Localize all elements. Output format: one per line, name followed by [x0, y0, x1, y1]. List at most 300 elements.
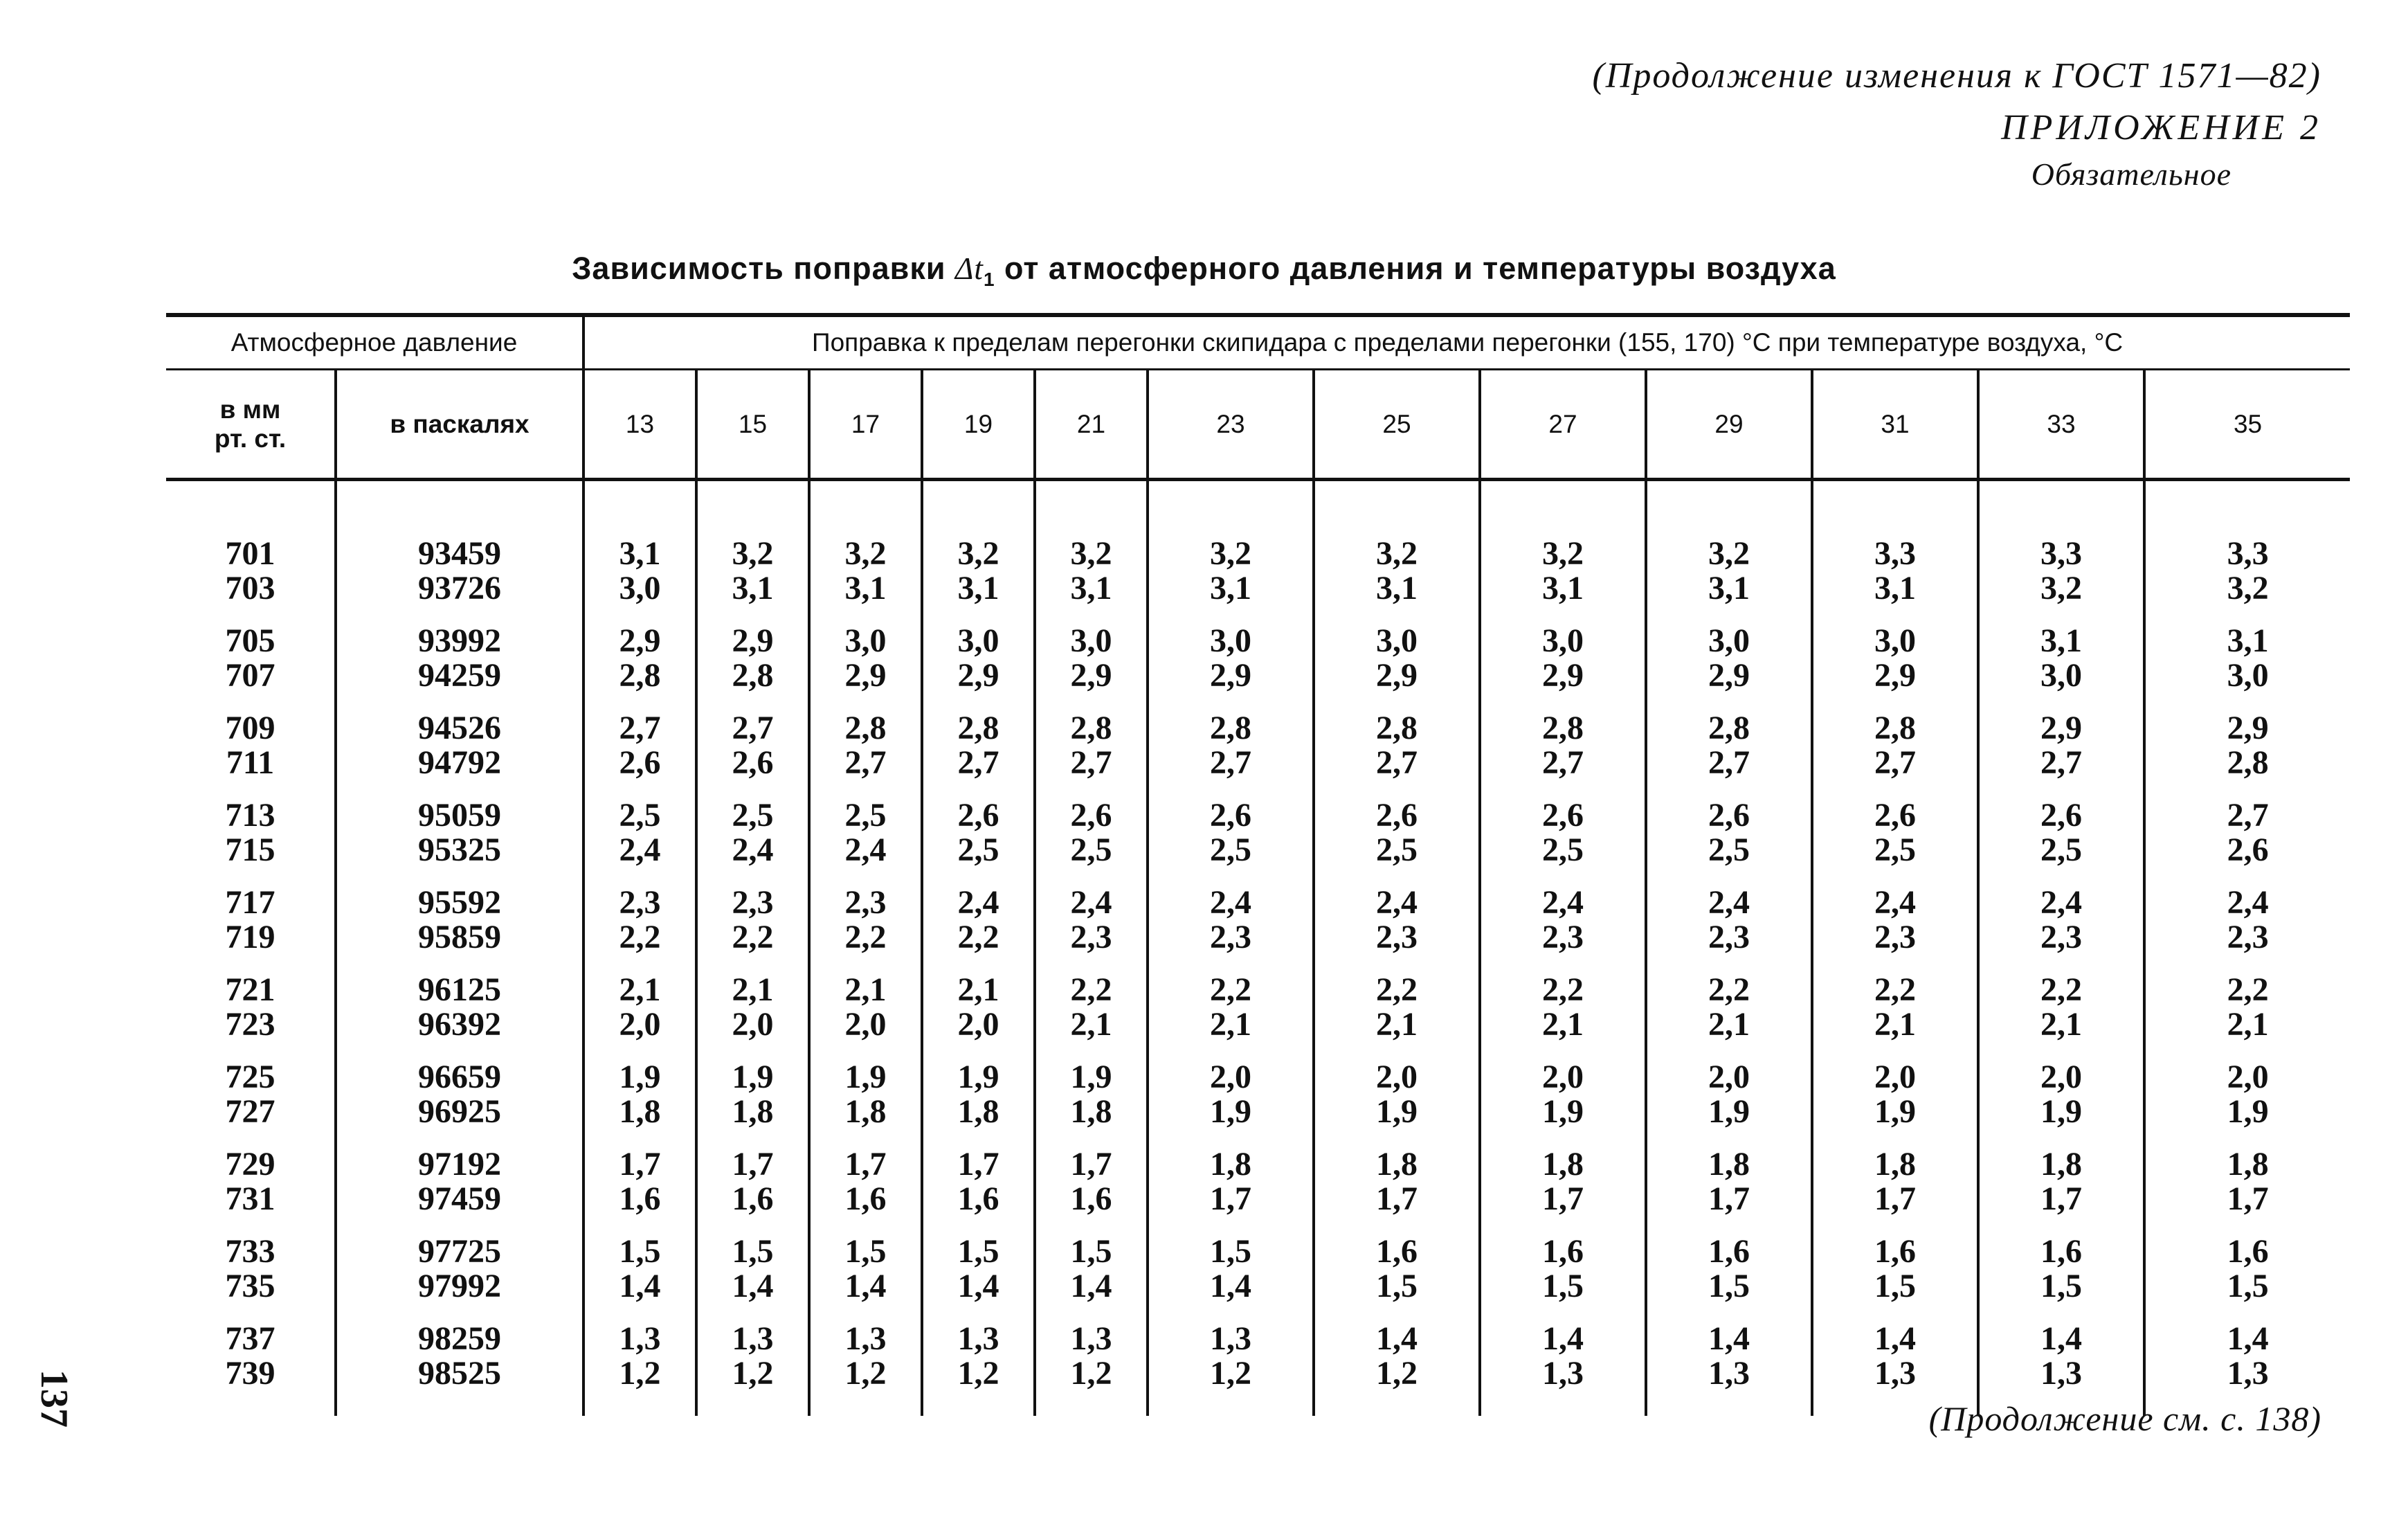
cell-value: 1,6 [1070, 1180, 1112, 1217]
table-row [166, 1060, 2350, 1147]
cell-value: 729 [225, 1146, 275, 1183]
cell-correction [809, 886, 922, 973]
cell-mm [166, 1060, 336, 1147]
cell-value: 701 [225, 535, 275, 572]
cell-value: 1,8 [2040, 1146, 2082, 1183]
cell-value: 2,1 [1376, 1006, 1418, 1043]
cell-value: 2,4 [2040, 884, 2082, 921]
cell-value: 2,1 [2040, 1006, 2082, 1043]
cell-value: 1,5 [1070, 1233, 1112, 1270]
cell-value: 1,7 [1542, 1180, 1584, 1217]
cell-correction [1646, 1147, 1812, 1234]
cell-value: 96125 [418, 971, 501, 1008]
cell-value: 2,1 [1070, 1006, 1112, 1043]
cell-value: 1,6 [957, 1180, 999, 1217]
cell-value: 1,4 [619, 1268, 661, 1304]
cell-value: 2,1 [1210, 1006, 1251, 1043]
cell-value: 2,3 [1542, 919, 1584, 955]
group-header-pressure: Атмосферное давление [166, 315, 583, 370]
col-header-temp: 29 [1646, 370, 1812, 480]
cell-value: 1,9 [957, 1059, 999, 1095]
cell-value: 3,0 [1070, 622, 1112, 659]
cell-value: 2,0 [2227, 1059, 2269, 1095]
cell-correction [922, 973, 1035, 1060]
cell-value: 2,5 [1070, 832, 1112, 868]
cell-value: 731 [225, 1180, 275, 1217]
cell-correction [1646, 1234, 1812, 1322]
cell-correction [1314, 798, 1480, 886]
cell-mm [166, 1147, 336, 1234]
cell-value: 2,2 [1070, 971, 1112, 1008]
table-row [166, 480, 2350, 624]
cell-value: 3,1 [1708, 570, 1750, 606]
cell-value: 721 [225, 971, 275, 1008]
cell-value: 96925 [418, 1093, 501, 1130]
cell-value: 94792 [418, 744, 501, 781]
cell-value: 2,2 [1542, 971, 1584, 1008]
continuation-header: (Продолжение изменения к ГОСТ 1571—82) [1592, 56, 2321, 96]
cell-value: 3,1 [1070, 570, 1112, 606]
cell-correction [1480, 1060, 1646, 1147]
cell-value: 3,3 [2040, 535, 2082, 572]
cell-value: 1,3 [1210, 1320, 1251, 1357]
cell-correction [1480, 711, 1646, 798]
cell-correction [2144, 1234, 2350, 1322]
cell-value: 2,9 [1874, 657, 1916, 694]
cell-value: 2,8 [844, 710, 887, 746]
cell-correction [1314, 1322, 1480, 1416]
cell-correction [2144, 480, 2350, 624]
cell-value: 2,7 [619, 710, 661, 746]
cell-value: 1,6 [732, 1180, 774, 1217]
cell-mm [166, 1234, 336, 1322]
cell-value: 3,0 [619, 570, 661, 606]
cell-value: 2,4 [619, 832, 661, 868]
cell-value: 1,2 [957, 1355, 999, 1392]
cell-value: 2,9 [1376, 657, 1418, 694]
cell-value: 2,0 [2040, 1059, 2082, 1095]
col-header-pa: в паскалях [336, 370, 583, 480]
cell-value: 1,3 [1874, 1355, 1916, 1392]
cell-value: 94526 [418, 710, 501, 746]
col-header-temp: 25 [1314, 370, 1480, 480]
cell-mm [166, 624, 336, 711]
cell-correction [696, 711, 809, 798]
cell-value: 3,2 [1210, 535, 1251, 572]
cell-correction [583, 624, 696, 711]
cell-value: 2,1 [619, 971, 661, 1008]
cell-correction [696, 973, 809, 1060]
cell-correction [1646, 886, 1812, 973]
cell-value: 1,3 [1070, 1320, 1112, 1357]
title-prefix: Зависимость поправки [572, 251, 956, 286]
cell-value: 2,9 [732, 622, 774, 659]
page-number: 137 [33, 1369, 75, 1428]
cell-value: 1,5 [1376, 1268, 1418, 1304]
cell-value: 2,3 [2040, 919, 2082, 955]
cell-value: 2,7 [844, 744, 887, 781]
cell-value: 1,5 [1708, 1268, 1750, 1304]
cell-value: 2,6 [1210, 797, 1251, 834]
cell-value: 1,5 [732, 1233, 774, 1270]
cell-value: 3,0 [2040, 657, 2082, 694]
cell-value: 2,8 [1376, 710, 1418, 746]
cell-correction [1812, 624, 1978, 711]
cell-value: 3,1 [844, 570, 887, 606]
cell-correction [1978, 624, 2144, 711]
cell-value: 1,8 [1376, 1146, 1418, 1183]
cell-value: 3,3 [1874, 535, 1916, 572]
cell-value: 3,2 [1376, 535, 1418, 572]
cell-correction [1148, 973, 1314, 1060]
cell-value: 1,6 [1874, 1233, 1916, 1270]
cell-value: 2,5 [619, 797, 661, 834]
cell-correction [1035, 798, 1148, 886]
cell-value: 3,1 [732, 570, 774, 606]
appendix-status: Обязательное [2031, 156, 2232, 192]
cell-correction [583, 798, 696, 886]
cell-value: 97725 [418, 1233, 501, 1270]
cell-value: 1,9 [1874, 1093, 1916, 1130]
cell-value: 2,3 [619, 884, 661, 921]
cell-correction [1314, 480, 1480, 624]
cell-value: 1,7 [1210, 1180, 1251, 1217]
col-header-temp: 19 [922, 370, 1035, 480]
cell-value: 2,1 [1874, 1006, 1916, 1043]
cell-correction [1646, 1060, 1812, 1147]
cell-value: 2,8 [1708, 710, 1750, 746]
cell-value: 2,6 [732, 744, 774, 781]
cell-value: 1,5 [2227, 1268, 2269, 1304]
cell-correction [1148, 1147, 1314, 1234]
cell-correction [922, 624, 1035, 711]
cell-pa [336, 624, 583, 711]
cell-value: 2,3 [732, 884, 774, 921]
cell-value: 735 [225, 1268, 275, 1304]
cell-correction [1035, 480, 1148, 624]
cell-value: 1,5 [1210, 1233, 1251, 1270]
cell-value: 1,3 [957, 1320, 999, 1357]
cell-value: 2,6 [2227, 832, 2269, 868]
cell-correction [809, 711, 922, 798]
cell-correction [922, 711, 1035, 798]
cell-value: 2,2 [1376, 971, 1418, 1008]
cell-correction [583, 1060, 696, 1147]
cell-value: 2,6 [1708, 797, 1750, 834]
cell-value: 2,5 [1708, 832, 1750, 868]
cell-value: 3,3 [2227, 535, 2269, 572]
cell-mm [166, 973, 336, 1060]
cell-value: 1,4 [2227, 1320, 2269, 1357]
cell-value: 1,7 [957, 1146, 999, 1183]
cell-value: 2,1 [1542, 1006, 1584, 1043]
cell-value: 93726 [418, 570, 501, 606]
cell-value: 2,9 [1070, 657, 1112, 694]
cell-correction [1314, 711, 1480, 798]
cell-value: 1,5 [1542, 1268, 1584, 1304]
col-header-mm-label: в мм рт. ст. [214, 395, 287, 453]
cell-value: 727 [225, 1093, 275, 1130]
cell-value: 3,1 [1542, 570, 1584, 606]
cell-correction [583, 1234, 696, 1322]
cell-value: 2,5 [957, 832, 999, 868]
cell-correction [2144, 711, 2350, 798]
cell-value: 1,7 [2227, 1180, 2269, 1217]
cell-value: 2,8 [957, 710, 999, 746]
cell-value: 3,0 [1210, 622, 1251, 659]
cell-value: 97992 [418, 1268, 501, 1304]
cell-value: 98259 [418, 1320, 501, 1357]
cell-value: 3,1 [2040, 622, 2082, 659]
cell-correction [1978, 480, 2144, 624]
cell-value: 2,3 [844, 884, 887, 921]
cell-value: 1,7 [1874, 1180, 1916, 1217]
cell-value: 1,8 [957, 1093, 999, 1130]
cell-value: 2,8 [2227, 744, 2269, 781]
cell-correction [1480, 886, 1646, 973]
cell-value: 713 [225, 797, 275, 834]
cell-value: 3,1 [619, 535, 661, 572]
cell-value: 2,5 [844, 797, 887, 834]
col-header-mm [166, 370, 336, 480]
col-header-temp: 17 [809, 370, 922, 480]
cell-correction [1314, 1234, 1480, 1322]
cell-value: 2,4 [2227, 884, 2269, 921]
cell-correction [1480, 798, 1646, 886]
cell-value: 2,2 [1708, 971, 1750, 1008]
cell-value: 2,8 [1542, 710, 1584, 746]
cell-value: 2,0 [957, 1006, 999, 1043]
cell-value: 3,2 [2227, 570, 2269, 606]
table-title [0, 251, 2408, 291]
cell-value: 95859 [418, 919, 501, 955]
cell-value: 1,7 [2040, 1180, 2082, 1217]
cell-value: 2,1 [957, 971, 999, 1008]
cell-value: 3,1 [957, 570, 999, 606]
cell-value: 2,2 [732, 919, 774, 955]
cell-correction [1646, 1322, 1812, 1416]
cell-value: 2,7 [732, 710, 774, 746]
cell-value: 2,4 [1376, 884, 1418, 921]
cell-value: 97459 [418, 1180, 501, 1217]
cell-value: 2,8 [1874, 710, 1916, 746]
cell-correction [1812, 711, 1978, 798]
cell-value: 2,4 [1708, 884, 1750, 921]
cell-value: 1,7 [619, 1146, 661, 1183]
cell-value: 2,7 [1874, 744, 1916, 781]
cell-correction [1978, 973, 2144, 1060]
table-row [166, 886, 2350, 973]
cell-value: 2,4 [957, 884, 999, 921]
cell-value: 725 [225, 1059, 275, 1095]
col-header-temp: 27 [1480, 370, 1646, 480]
cell-value: 2,5 [2040, 832, 2082, 868]
cell-value: 3,0 [1708, 622, 1750, 659]
cell-value: 2,0 [1376, 1059, 1418, 1095]
cell-correction [1314, 624, 1480, 711]
cell-value: 2,5 [1542, 832, 1584, 868]
cell-value: 1,3 [1542, 1355, 1584, 1392]
cell-correction [1480, 480, 1646, 624]
cell-correction [1978, 798, 2144, 886]
cell-correction [1480, 624, 1646, 711]
cell-correction [696, 480, 809, 624]
cell-value: 1,4 [1210, 1268, 1251, 1304]
cell-value: 2,9 [844, 657, 887, 694]
cell-value: 2,2 [2040, 971, 2082, 1008]
cell-mm [166, 711, 336, 798]
cell-value: 1,5 [2040, 1268, 2082, 1304]
cell-value: 2,0 [619, 1006, 661, 1043]
cell-value: 1,2 [1210, 1355, 1251, 1392]
cell-correction [1978, 1147, 2144, 1234]
cell-value: 1,6 [2040, 1233, 2082, 1270]
group-header-correction: Поправка к пределам перегонки скипидара с пределами перегонки (155, 170) °С при температуре воздуха, °С [583, 315, 2350, 370]
cell-value: 2,4 [1210, 884, 1251, 921]
cell-correction [1314, 886, 1480, 973]
cell-value: 2,1 [844, 971, 887, 1008]
cell-value: 2,0 [1210, 1059, 1251, 1095]
cell-value: 737 [225, 1320, 275, 1357]
cell-value: 733 [225, 1233, 275, 1270]
cell-value: 97192 [418, 1146, 501, 1183]
table-row [166, 973, 2350, 1060]
cell-correction [1480, 1234, 1646, 1322]
cell-value: 1,8 [619, 1093, 661, 1130]
cell-value: 2,4 [844, 832, 887, 868]
cell-correction [1314, 1060, 1480, 1147]
cell-value: 3,0 [2227, 657, 2269, 694]
cell-value: 2,3 [1070, 919, 1112, 955]
cell-value: 3,1 [1376, 570, 1418, 606]
cell-value: 3,1 [1210, 570, 1251, 606]
cell-value: 1,6 [844, 1180, 887, 1217]
cell-value: 2,6 [2040, 797, 2082, 834]
cell-correction [1646, 973, 1812, 1060]
cell-value: 1,2 [732, 1355, 774, 1392]
cell-correction [2144, 1060, 2350, 1147]
cell-correction [809, 1322, 922, 1416]
cell-value: 3,1 [2227, 622, 2269, 659]
col-header-temp: 15 [696, 370, 809, 480]
cell-correction [1812, 1060, 1978, 1147]
cell-pa [336, 798, 583, 886]
cell-value: 2,1 [732, 971, 774, 1008]
cell-value: 2,7 [1210, 744, 1251, 781]
cell-value: 711 [226, 744, 275, 781]
cell-value: 2,0 [844, 1006, 887, 1043]
cell-value: 2,1 [1708, 1006, 1750, 1043]
cell-correction [1978, 1060, 2144, 1147]
cell-value: 1,5 [844, 1233, 887, 1270]
cell-pa [336, 886, 583, 973]
cell-value: 2,1 [2227, 1006, 2269, 1043]
cell-value: 1,3 [732, 1320, 774, 1357]
cell-value: 2,5 [732, 797, 774, 834]
cell-value: 1,6 [1542, 1233, 1584, 1270]
cell-value: 2,4 [732, 832, 774, 868]
col-header-temp: 35 [2144, 370, 2350, 480]
cell-value: 2,9 [1542, 657, 1584, 694]
cell-value: 95059 [418, 797, 501, 834]
cell-correction [1035, 973, 1148, 1060]
cell-correction [583, 480, 696, 624]
cell-correction [2144, 1147, 2350, 1234]
cell-value: 2,4 [1542, 884, 1584, 921]
cell-value: 3,2 [1542, 535, 1584, 572]
cell-value: 1,8 [844, 1093, 887, 1130]
cell-value: 2,9 [1210, 657, 1251, 694]
cell-correction [583, 711, 696, 798]
cell-value: 2,5 [1376, 832, 1418, 868]
table-row [166, 624, 2350, 711]
cell-value: 3,2 [1708, 535, 1750, 572]
cell-value: 3,2 [732, 535, 774, 572]
cell-correction [1978, 711, 2144, 798]
cell-value: 1,8 [1542, 1146, 1584, 1183]
cell-correction [2144, 798, 2350, 886]
cell-correction [696, 1322, 809, 1416]
cell-correction [583, 886, 696, 973]
cell-correction [1148, 624, 1314, 711]
cell-value: 2,6 [1376, 797, 1418, 834]
cell-value: 3,0 [844, 622, 887, 659]
cell-value: 1,4 [1874, 1320, 1916, 1357]
cell-value: 3,0 [1376, 622, 1418, 659]
cell-value: 1,9 [2227, 1093, 2269, 1130]
cell-value: 1,7 [1376, 1180, 1418, 1217]
correction-table [166, 313, 2322, 1416]
cell-correction [1148, 1322, 1314, 1416]
cell-value: 2,7 [1070, 744, 1112, 781]
cell-correction [809, 480, 922, 624]
cell-value: 98525 [418, 1355, 501, 1392]
cell-value: 1,9 [1542, 1093, 1584, 1130]
cell-correction [1480, 1147, 1646, 1234]
cell-value: 1,9 [732, 1059, 774, 1095]
table-row [166, 1147, 2350, 1234]
cell-value: 707 [225, 657, 275, 694]
cell-correction [1812, 1147, 1978, 1234]
cell-value: 1,8 [732, 1093, 774, 1130]
cell-value: 2,7 [1376, 744, 1418, 781]
cell-value: 93992 [418, 622, 501, 659]
cell-value: 2,3 [1210, 919, 1251, 955]
cell-value: 2,6 [957, 797, 999, 834]
cell-correction [583, 1322, 696, 1416]
cell-value: 96392 [418, 1006, 501, 1043]
cell-value: 3,1 [1874, 570, 1916, 606]
cell-value: 2,7 [2227, 797, 2269, 834]
cell-value: 2,2 [1874, 971, 1916, 1008]
cell-value: 1,6 [2227, 1233, 2269, 1270]
cell-correction [1646, 480, 1812, 624]
cell-pa [336, 973, 583, 1060]
cell-correction [1812, 480, 1978, 624]
cell-correction [2144, 973, 2350, 1060]
cell-correction [696, 1147, 809, 1234]
continuation-footer: (Продолжение см. с. 138) [1928, 1399, 2321, 1438]
cell-correction [1480, 1322, 1646, 1416]
cell-correction [1148, 480, 1314, 624]
cell-value: 3,2 [1070, 535, 1112, 572]
cell-value: 1,4 [957, 1268, 999, 1304]
cell-correction [1812, 886, 1978, 973]
cell-value: 1,3 [2040, 1355, 2082, 1392]
title-suffix: от атмосферного давления и температуры воздуха [995, 251, 1836, 286]
cell-correction [1314, 1147, 1480, 1234]
cell-correction [809, 1147, 922, 1234]
